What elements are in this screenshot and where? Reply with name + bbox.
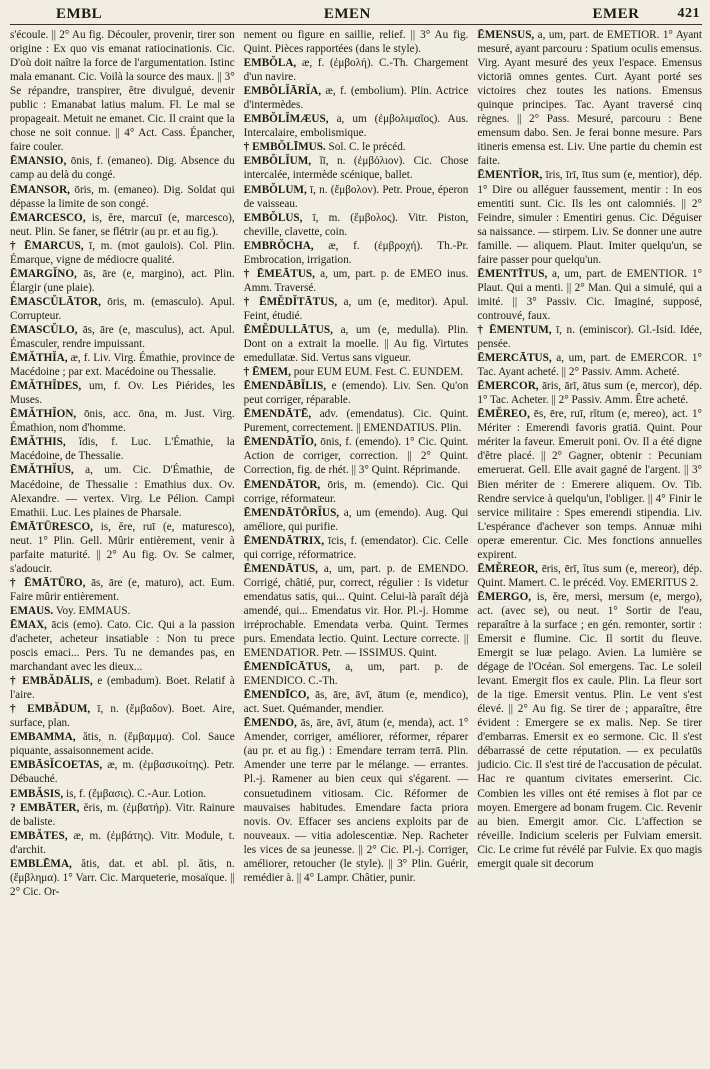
dictionary-entry (244, 716, 469, 885)
entry-headword: ĒMARGĬNO, (10, 267, 77, 280)
dictionary-entry (244, 534, 469, 562)
running-head (10, 0, 702, 22)
dictionary-entry (244, 365, 469, 379)
entry-headword: EMBLĒMA, (10, 857, 72, 870)
header-left-word: EMBL (56, 6, 103, 22)
entry-headword: EMBŎLĬUM, (243, 155, 312, 168)
entry-definition: ōris, m. (emendo). Cic. Qui corrige, réformateur. (243, 478, 469, 505)
entry-definition: ĭī, n. (ἐμβόλιον). Cic. Chose intercalée, intermède scénique, ballet. (243, 155, 469, 182)
dictionary-entry (477, 28, 702, 168)
entry-definition: s'écoule. || 2° Au fig. Découler, provenir, tirer son origine : Ex quo vis emanat ratiocinationis. Cic. D'où doit naître la force de l'argumentation. Istinc mala emanant. Cic. Voilà la source des maux. || 3° Se répandre, transpirer, être divulgué, devenir public : Emanabat latius malum. Fl. Le mal se propageait. Metuit ne emanet. Cic. Il craint que la chose ne soit connue. || 4° Act. Cass. Épancher, faire couler. (10, 29, 235, 154)
entry-definition: ī, n. (eminiscor). Gl.-Isid. Idée, pensée. (477, 323, 702, 351)
entry-definition: e (embadum). Boet. Relatif à l'aire. (10, 675, 235, 702)
entry-headword: ĒMENTĪTUS, (477, 267, 548, 280)
column-3 (477, 28, 702, 1058)
header-right-word: EMER (592, 6, 640, 22)
entry-headword: ĒMASCŬLĀTOR, (10, 295, 101, 308)
dictionary-entry (244, 407, 469, 435)
dictionary-entry (244, 140, 469, 154)
entry-definition: is, ĕre, marcuī (e, marcesco), neut. Plin. Se faner, se flétrir (au pr. et au fig.). (10, 211, 235, 238)
entry-definition: a, um, part. de EMETIOR. 1° Ayant mesuré, ayant parcouru : Spatium oculis emensus. Virg. Ayant mesuré des yeux l'espace. Emensus victoriā omnes gentes. Curt. Ayant porté ses victoires chez toutes les nations. Emensus quinque principes. Tac. Ayant traversé cinq règnes. || 2° Pass. Mesuré, parcouru : Bene emensum dabo. Sen. Je ferai bonne mesure. Pars itineris emensa est. Liv. Une partie du chemin est faite. (477, 29, 702, 168)
dictionary-entry (477, 407, 702, 562)
entry-definition: āris, ārī, ātus sum (e, mercor), dép. 1° Tac. Acheter. || 2° Passiv. Amm. Être acheté. (477, 380, 702, 407)
entry-definition: is, f. (ἔμβασις). C.-Aur. Lotion. (65, 787, 207, 800)
entry-headword: EMAUS. (10, 604, 54, 617)
dictionary-entry (10, 520, 235, 576)
entry-headword: ĒMENDĀTOR, (243, 478, 321, 491)
dictionary-entry (477, 590, 702, 871)
entry-definition: e (emendo). Liv. Sen. Qu'on peut corriger, réparable. (243, 380, 469, 407)
dictionary-entry (244, 239, 469, 267)
dictionary-entry (477, 323, 702, 351)
entry-definition: ătis, n. (ἔμβαμμα). Col. Sauce piquante, assaisonnement acide. (10, 731, 235, 758)
entry-definition: a, um. Cic. D'Émathie, de Macédoine, de Thessalie : Emathius dux. Ov. Alexandre. — vertex. Virg. Le Pélion. Campi Emathii. Luc. Les plaines de Pharsale. (10, 464, 235, 519)
header-center-word: EMEN (323, 6, 371, 22)
dictionary-entry (10, 829, 235, 857)
dictionary-entry (10, 407, 235, 435)
column-1 (10, 28, 235, 1058)
entry-headword: ĒMĂTHIS, (10, 436, 66, 449)
entry-headword: ĒMERCĀTUS, (477, 352, 552, 365)
dictionary-entry (244, 506, 469, 534)
entry-headword: ĒMĂTHĬUS, (10, 464, 74, 477)
entry-headword: EMBŎLĬMÆUS, (243, 113, 329, 126)
dictionary-entry (10, 801, 235, 829)
page-number: 421 (677, 6, 700, 21)
header-rule (10, 24, 702, 25)
entry-definition: a, um, part. de EMENTIOR. 1° Plaut. Qui a menti. || 2° Man. Qui a simulé, qui a imité. || 3° Passiv. Cic. Imaginé, supposé, controuvé, faux. (477, 267, 702, 322)
entry-definition: ās, āre (e, masculus), act. Apul. Émasculer, rendre impuissant. (10, 323, 235, 351)
dictionary-entry (244, 478, 469, 506)
entry-headword: ĒMENDO, (243, 717, 297, 730)
entry-headword: ĒMĂTHĬON, (10, 408, 77, 421)
entry-definition: a, um (emendo). Aug. Qui améliore, qui purifie. (243, 506, 469, 533)
entry-headword: ĒMANSOR, (10, 183, 70, 196)
entry-headword: ĒMERGO, (477, 590, 532, 603)
entry-definition: is, ĕre, ruī (e, maturesco), neut. 1° Plin. Gell. Mûrir entièrement, venir à parfaite maturité. || 2° Au fig. Ov. Se calmer, s'adoucir. (10, 520, 235, 575)
entry-headword: ĒMASCŬLO, (10, 323, 78, 336)
dictionary-entry (10, 618, 235, 674)
entry-definition: ĕris, m. (ἐμβατήρ). Vitr. Rainure de baliste. (10, 801, 235, 828)
dictionary-entry (244, 323, 469, 365)
entry-definition: is, ĕre, mersi, mersum (e, mergo), act. (avec se), ou neut. 1° Sortir de l'eau, reparaître à la surface ; en gén. remonter, sortir : Emersit e flumine. Cic. Il sortit du fleuve. Emergit se luæ pelago. Avien. La lumière se dégage de l'Océan. Sol emergens. Tac. Le soleil levant. Emergit flos ex caule. Plin. La fleur sort de la tige. Emersit ventus. Plin. Le vent s'est élevé. || 2° Au fig. Se tirer de ; apparaître, être évident : Emergere se ex malis. Nep. Se tirer d'embarras. Emersit ex eo sermone. Cic. Il s'est débarrassé de cette réputation. — ex peculatūs judicio. Cic. Il s'est tiré de l'accusation de péculat. Hac re quantum civitates emerserint. Cic. Combien les villes ont été remises à flot par ce moyen. Emergere ad bonam frugem. Cic. Revenir au bien. Emergit amor. Cic. L'affection se réveille. Indicium sceleris per Fulviam emersit. Cic. Le crime fut révélé par Fulvie. Ex quo magis emergit quale sit decorum (477, 590, 702, 870)
entry-definition: æ, f. (embolium). Plin. Actrice d'intermèdes. (243, 85, 469, 112)
entry-definition: īris, īrī, ītus sum (e, mentior), dép. 1° Dire ou alléguer faussement, mentir : In eos ementiti sunt. Cic. Ils les ont calomniés. || 2° Feindre, simuler : Ementiri genus. Cic. Déguiser sa naissance. — stirpem. Liv. Se donner une autre famille. — aliquem. Plaut. Imiter quelqu'un, se faire passer pour quelqu'un. (477, 169, 702, 266)
entry-definition: ī, m. (ἔμβολος). Vitr. Piston, cheville, clavette, coin. (243, 211, 469, 238)
dictionary-entry (244, 435, 469, 477)
entry-headword: ĒMENDĀBĬLIS, (243, 380, 327, 393)
entry-headword: † EMBĂDUM, (10, 703, 91, 716)
entry-definition: ōnis, f. (emaneo). Dig. Absence du camp au delà du congé. (10, 155, 235, 182)
entry-definition: ĭdis, f. Luc. L'Émathie, la Macédoine, de Thessalie. (10, 436, 235, 463)
entry-definition: Voy. EMMAUS. (55, 604, 131, 617)
entry-definition: Sol. C. le précéd. (328, 141, 406, 154)
dictionary-entry (244, 112, 469, 140)
dictionary-entry (244, 56, 469, 84)
entry-headword: EMBŎLUS, (243, 211, 303, 224)
dictionary-entry (10, 323, 235, 351)
dictionary-entry (10, 857, 235, 899)
dictionary-entry (244, 688, 469, 716)
entry-headword: ĒMENDĪCĀTUS, (243, 661, 331, 674)
dictionary-entry (477, 267, 702, 323)
entry-definition: ōris, m. (emasculo). Apul. Corrupteur. (10, 295, 235, 322)
dictionary-entry (477, 351, 702, 379)
entry-headword: ĒMENDĪCO, (243, 689, 310, 702)
dictionary-entry (10, 576, 235, 604)
entry-headword: EMBĀSĬCOETAS, (10, 759, 103, 772)
entry-definition: a, um, part. p. de EMENDO. Corrigé, châtié, pur, correct, régulier : Is videtur emendatus satis, qui... Quint. Celui-là paraît déjà amendé, qui... Emendatus vir. Hor. Pl.-j. Homme irréprochable. Emendata verba. Quint. Termes purs. Emendata lectio. Quint. Lecture correcte. || EMENDATIOR. Petr. — ISSIMUS. Quint. (243, 562, 469, 660)
dictionary-entry (244, 154, 469, 182)
entry-headword: ĒMENDĀTRIX, (243, 534, 325, 547)
dictionary-entry (10, 463, 235, 519)
entry-headword: ĒMENDĀTĒ, (243, 408, 312, 421)
dictionary-entry (244, 295, 469, 323)
dictionary-entry (10, 758, 235, 786)
entry-headword: EMBŎLA, (243, 57, 297, 70)
text-columns (10, 28, 702, 1058)
entry-headword: ĒMENSUS, (477, 29, 535, 41)
entry-definition: a, um (e, meditor). Apul. Feint, étudié. (243, 295, 469, 322)
entry-headword: EMBŎLĬĀRĬA, (243, 85, 322, 98)
entry-headword: † EMBĂDĀLIS, (10, 675, 93, 688)
dictionary-entry (10, 154, 235, 182)
entry-definition: a, um, part. p. de EMENDICO. C.-Th. (243, 661, 469, 688)
entry-headword: † ĒMARCUS, (10, 239, 84, 252)
dictionary-entry (244, 379, 469, 407)
entry-definition: ōnis, acc. ōna, m. Just. Virg. Émathion, nom d'homme. (10, 408, 235, 435)
dictionary-entry (10, 379, 235, 407)
entry-headword: ĒMĂTHĬA, (10, 352, 68, 365)
entry-definition: a, um (ἐμβολιμαῖος). Aus. Intercalaire, embolismique. (243, 113, 469, 140)
entry-headword: ĒMENDĀTĬO, (243, 436, 317, 449)
entry-headword: † EMBŎLĪMUS. (243, 141, 326, 154)
dictionary-entry (10, 730, 235, 758)
entry-headword: ĒMENTĬOR, (477, 169, 543, 182)
dictionary-entry (10, 435, 235, 463)
entry-definition: ās, āre, āvī, ātum (e, menda), act. 1° Amender, corriger, améliorer, réformer, réparer (au pr. et au fig.) : Emendare terram terrā. Plin. Amender une terre par le mélange. — errantes. Pl.-j. Ramener au bien ceux qui s'égarent. — consuetudinem vitiosam. Cic. Réformer de mauvaises habitudes. Emendare facta priora novis. Ov. Effacer ses anciens exploits par de nouveaux. — vitia adolescentiæ. Nep. Racheter les vices de sa jeunesse. || 2° Cic. Pl.-j. Corriger, améliorer, retoucher (le style). || 3° Plin. Guérir, remédier à. || 4° Lampr. Châtier, punir. (243, 717, 469, 884)
entry-definition: ēs, ēre, ruī, rĭtum (e, mereo), act. 1° Mériter : Emerendi favoris gratiā. Quint. Pour mériter la faveur. Emeruit poni. Ov. Il a été digne d'être placé. || 2° Gagner, obtenir : Pecuniam emeruerat. Gell. Elle avait gagné de l'argent. || 3° Bien mériter de : Emerere aliquem. Ov. Tib. Rendre service à quelqu'un, l'obliger. || 4° Finir le service militaire : Spes emerendi stipendia. Liv. L'espérance d'achever son temps. Annuæ mihi operæ emerentur. Cic. Mes fonctions annuelles expirent. (477, 408, 702, 561)
dictionary-entry (244, 267, 469, 295)
dictionary-entry (10, 183, 235, 211)
dictionary-entry (477, 562, 702, 590)
entry-definition: ēris, ērī, ĭtus sum (e, mereor), dép. Quint. Mamert. C. le précéd. Voy. EMERITUS 2. (477, 562, 702, 589)
entry-definition: ī, n. (ἔμβαδον). Boet. Aire, surface, plan. (10, 703, 235, 730)
entry-headword: ĒMĔREOR, (477, 562, 538, 575)
entry-definition: ās, āre, āvī, ātum (e, mendico), act. Suet. Quémander, mendier. (243, 689, 469, 716)
entry-definition: a, um, part. p. de EMEO inus. Amm. Traversé. (243, 267, 469, 294)
dictionary-entry (10, 28, 235, 154)
dictionary-entry (10, 211, 235, 239)
entry-headword: ĒMĔDULLĀTUS, (243, 323, 333, 336)
dictionary-entry (244, 84, 469, 112)
entry-definition: um, f. Ov. Les Piérides, les Muses. (10, 380, 235, 407)
entry-headword: ĒMAX, (10, 618, 47, 631)
entry-headword: EMBAMMA, (10, 731, 76, 744)
dictionary-entry (10, 351, 235, 379)
entry-definition: īcis, f. (emendator). Cic. Celle qui corrige, réformatrice. (243, 534, 469, 561)
entry-definition: ās, āre (e, maturo), act. Eum. Faire mûrir entièrement. (10, 576, 235, 603)
dictionary-entry (477, 168, 702, 266)
dictionary-entry (10, 604, 235, 618)
entry-definition: a, um (e, medulla). Plin. Dont on a extrait la moelle. || Au fig. Virtutes emedullatæ. Sid. Vertus sans vigueur. (243, 323, 469, 365)
dictionary-entry (10, 239, 235, 267)
entry-headword: ĒMENDĀTŌRĬUS, (243, 506, 340, 519)
column-2 (244, 28, 469, 1058)
dictionary-entry (10, 702, 235, 730)
entry-headword: ? EMBĀTER, (10, 801, 80, 814)
entry-headword: ĒMANSIO, (10, 155, 67, 168)
entry-headword: † ĒMEĀTUS, (243, 267, 315, 280)
entry-headword: † ĒMĀTŪRO, (10, 576, 86, 589)
entry-definition: ătis, dat. et abl. pl. ătis, n. (ἔμβλημα). 1° Varr. Cic. Marqueterie, mosaïque. || 2° Cic. Or- (10, 857, 235, 898)
entry-definition: æ, m. (ἐμβασικοίτης). Petr. Débauché. (10, 759, 235, 786)
entry-headword: † ĒMEM, (243, 366, 291, 379)
dictionary-entry (10, 674, 235, 702)
entry-definition: adv. (emendatus). Cic. Quint. Purement, correctement. || EMENDATIUS. Plin. (243, 408, 469, 435)
dictionary-entry (244, 660, 469, 688)
entry-headword: ĒMARCESCO, (10, 211, 86, 224)
entry-headword: ĒMERCOR, (477, 380, 539, 393)
entry-definition: æ, f. (ἐμβολή). C.-Th. Chargement d'un navire. (243, 57, 469, 84)
dictionary-entry (10, 267, 235, 295)
entry-headword: EMBĂTES, (10, 829, 68, 842)
entry-headword: ĒMĀTŪRESCO, (10, 520, 93, 533)
dictionary-entry (477, 379, 702, 407)
entry-headword: EMBŎLUM, (243, 183, 307, 196)
dictionary-entry (244, 211, 469, 239)
entry-definition: ōnis, f. (emendo). 1° Cic. Quint. Action de corriger, correction. || 2° Quint. Correction, fig. de rhét. || 3° Quint. Réprimande. (243, 436, 469, 477)
entry-definition: ōris, m. (emaneo). Dig. Soldat qui dépasse la limite de son congé. (10, 183, 235, 210)
entry-definition: pour EUM EUM. Fest. C. EUNDEM. (293, 366, 464, 379)
entry-headword: ĒMĂTHĬDES, (10, 380, 82, 393)
entry-definition: ī, n. (ἔμβολον). Petr. Proue, éperon de vaisseau. (243, 183, 469, 210)
dictionary-entry (244, 183, 469, 211)
entry-headword: † ĒMĔDĬTĀTUS, (243, 295, 338, 308)
dictionary-entry (10, 787, 235, 801)
entry-headword: EMBRŎCHA, (243, 239, 314, 252)
entry-definition: æ, f. Liv. Virg. Émathie, province de Macédoine ; par ext. Macédoine ou Thessalie. (10, 352, 235, 379)
entry-definition: a, um, part. de EMERCOR. 1° Tac. Ayant acheté. || 2° Passiv. Amm. Acheté. (477, 352, 702, 379)
dictionary-entry (244, 562, 469, 660)
entry-definition: ās, āre (e, margino), act. Plin. Élargir (une plaie). (10, 267, 235, 294)
entry-definition: æ, m. (ἐμβάτης). Vitr. Module, t. d'archit. (10, 829, 235, 856)
entry-headword: ĒMENDĀTUS, (243, 562, 318, 575)
entry-headword: EMBĂSIS, (10, 787, 64, 800)
dictionary-entry (244, 28, 469, 56)
entry-definition: nement ou figure en saillie, relief. || 3° Au fig. Quint. Pièces rapportées (dans le style). (243, 29, 469, 56)
entry-headword: † ĒMENTUM, (477, 323, 552, 336)
entry-definition: æ, f. (ἐμβροχή). Th.-Pr. Embrocation, irrigation. (243, 239, 469, 266)
entry-definition: ī, m. (mot gaulois). Col. Plin. Émarque, vigne de médiocre qualité. (10, 239, 235, 266)
dictionary-entry (10, 295, 235, 323)
entry-headword: ĒMĔREO, (477, 408, 530, 421)
entry-definition: ācis (emo). Cato. Cic. Qui a la passion d'acheter, acheteur insatiable : Non tu prece poscis emaci... Pers. Tu ne demandes pas, en marchandant avec les dieux... (10, 618, 235, 674)
